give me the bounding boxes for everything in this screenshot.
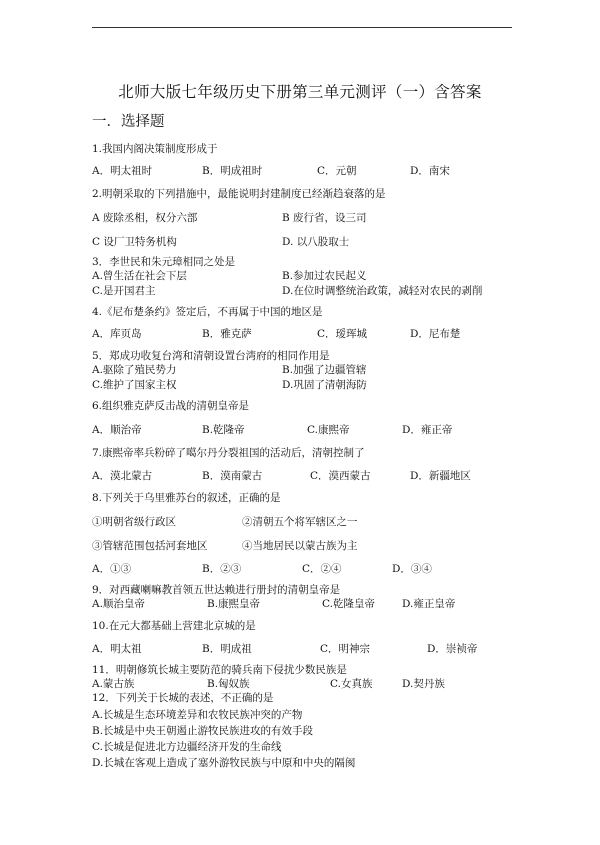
top-rule (92, 27, 512, 28)
option-d: D．③④ (392, 563, 432, 575)
option-d: D.雍正皇帝 (402, 598, 456, 610)
option-d: D.契丹族 (402, 678, 445, 690)
statement-2: ②清朝五个将军辖区之一 (242, 516, 358, 528)
option-d: D．崇祯帝 (427, 643, 478, 655)
option-b: B.参加过农民起义 (282, 270, 367, 282)
question-stem: 11．明朝修筑长城主要防范的骑兵南下侵扰少数民族是 (92, 664, 347, 676)
option-a: A.长城是生态环境差异和农牧民族冲突的产物 (92, 709, 303, 721)
option-c: C.乾隆皇帝 (322, 598, 375, 610)
option-a: A.驱除了殖民势力 (92, 364, 177, 376)
question-stem: 3．李世民和朱元璋相同之处是 (92, 256, 236, 268)
option-a: A．顺治帝 (92, 424, 142, 436)
option-d: D. 以八股取士 (282, 236, 350, 248)
question-stem: 1.我国内阁决策制度形成于 (92, 143, 218, 155)
page-title: 北师大版七年级历史下册第三单元测评（一）含答案 (118, 83, 482, 101)
section-heading: 一．选择题 (92, 114, 165, 130)
option-b: B.长城是中央王朝遏止游牧民族进攻的有效手段 (92, 725, 314, 737)
option-d: D．南宋 (410, 165, 450, 177)
option-b: B．明成祖时 (202, 165, 263, 177)
question-stem: 7.康熙帝率兵粉碎了噶尔丹分裂祖国的活动后，清朝控制了 (92, 447, 365, 459)
option-d: D．新疆地区 (410, 470, 471, 482)
option-a: A.蒙古族 (92, 678, 135, 690)
question-stem: 12．下列关于长城的表述，不正确的是 (92, 692, 274, 704)
option-a: A．库页岛 (92, 328, 142, 340)
statement-3: ③管辖范围包括河套地区 (92, 540, 208, 552)
option-a: A.曾生活在社会下层 (92, 270, 187, 282)
option-b: B.乾隆帝 (202, 424, 245, 436)
option-b: B.匈奴族 (207, 678, 250, 690)
option-c: C．明神宗 (320, 643, 371, 655)
option-b: B.康熙皇帝 (207, 598, 261, 610)
question-stem: 9．对西藏喇嘛教首领五世达赖进行册封的清朝皇帝是 (92, 584, 341, 596)
option-c: C.女真族 (330, 678, 373, 690)
option-d: D．尼布楚 (410, 328, 461, 340)
option-c: C 设厂卫特务机构 (92, 236, 177, 248)
option-a: A．漠北蒙古 (92, 470, 153, 482)
option-a: A 废除丞相，权分六部 (92, 212, 198, 224)
statement-4: ④当地居民以蒙古族为主 (242, 540, 358, 552)
option-c: C.是开国君主 (92, 285, 156, 297)
option-c: C．瑷珲城 (317, 328, 368, 340)
option-b: B．②③ (202, 563, 242, 575)
statement-1: ①明朝省级行政区 (92, 516, 176, 528)
option-a: A.顺治皇帝 (92, 598, 145, 610)
option-d: D．雍正帝 (402, 424, 453, 436)
option-c: C．②④ (302, 563, 342, 575)
option-d: D.巩固了清朝海防 (282, 379, 367, 391)
option-a: A．明太祖 (92, 643, 142, 655)
option-a: A．①③ (92, 563, 132, 575)
option-d: D.长城在客观上造成了塞外游牧民族与中原和中央的隔阂 (92, 757, 356, 769)
option-b: B.加强了边疆管辖 (282, 364, 367, 376)
option-c: C．元朝 (317, 165, 357, 177)
option-d: D.在位时调整统治政策，减轻对农民的剥削 (282, 285, 483, 297)
option-b: B．明成祖 (202, 643, 252, 655)
option-c: C.维护了国家主权 (92, 379, 177, 391)
question-stem: 8.下列关于乌里雅苏台的叙述，正确的是 (92, 492, 281, 504)
question-stem: 2.明朝采取的下列措施中，最能说明封建制度已经渐趋衰落的是 (92, 188, 386, 200)
question-stem: 6.组织雅克萨反击战的清朝皇帝是 (92, 400, 250, 412)
question-stem: 5．郑成功收复台湾和清朝设置台湾府的相同作用是 (92, 350, 330, 362)
option-c: C.康熙帝 (307, 424, 350, 436)
option-b: B．雅克萨 (202, 328, 252, 340)
option-c: C.长城是促进北方边疆经济开发的生命线 (92, 741, 282, 753)
option-c: C．漠西蒙古 (310, 470, 371, 482)
option-a: A．明太祖时 (92, 165, 153, 177)
question-stem: 10.在元大都基础上营建北京城的是 (92, 620, 256, 632)
question-stem: 4.《尼布楚条约》签定后，不再属于中国的地区是 (92, 306, 323, 318)
option-b: B．漠南蒙古 (202, 470, 263, 482)
option-b: B 废行省，设三司 (282, 212, 367, 224)
